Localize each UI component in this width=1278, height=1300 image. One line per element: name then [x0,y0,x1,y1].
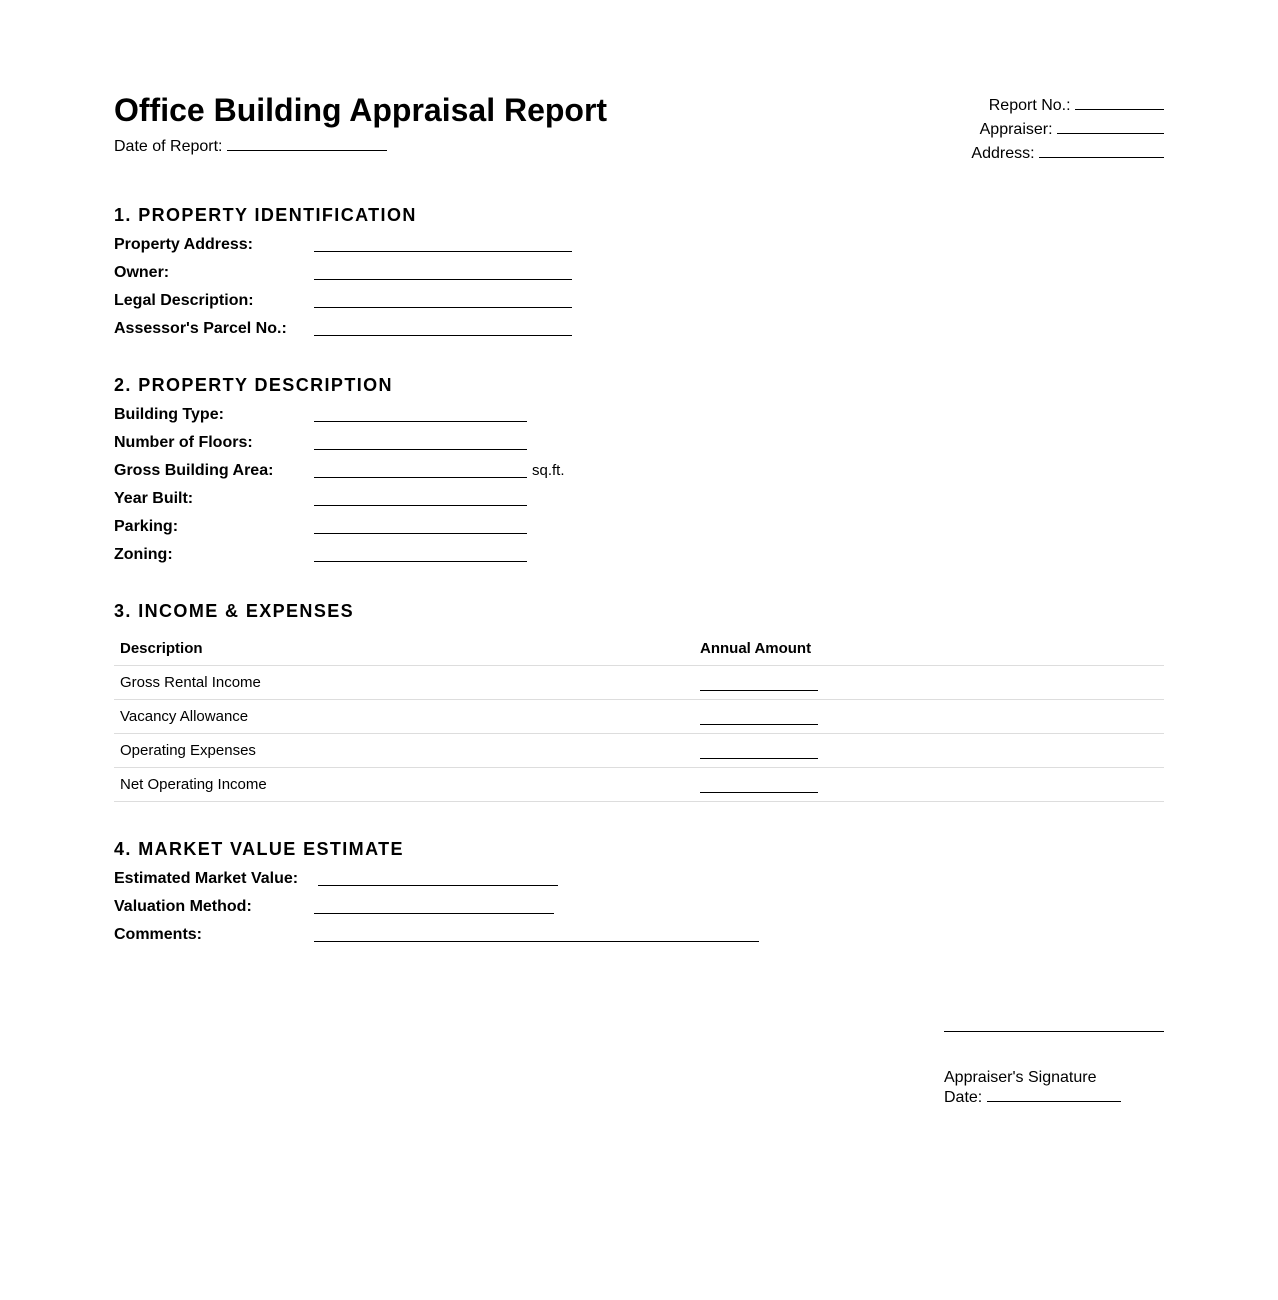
comments-input[interactable] [314,941,759,942]
number-of-floors-input[interactable] [314,449,527,450]
year-built-input[interactable] [314,505,527,506]
table-header-row [114,632,1164,666]
report-no-label: Report No.: [988,97,1071,114]
row-description: Net Operating Income [114,768,694,802]
signature-line[interactable] [944,1031,1164,1032]
report-meta [971,94,1164,166]
field-label: Parking: [114,518,179,535]
zoning-input[interactable] [314,561,527,562]
section-title-property-description: 2. PROPERTY DESCRIPTION [114,375,393,395]
estimated-market-value-input[interactable] [318,885,558,886]
valuation-method-input[interactable] [314,913,554,914]
field-label: Gross Building Area: [114,462,274,479]
legal-description-input[interactable] [314,307,572,308]
signature-date-field[interactable] [987,1087,1121,1102]
row-description: Operating Expenses [114,734,694,768]
field-label: Assessor's Parcel No.: [114,320,287,337]
appraiser-label: Appraiser: [979,121,1053,138]
signature-block [944,1069,1121,1107]
field-label: Property Address: [114,236,253,253]
field-label: Estimated Market Value: [114,870,299,887]
date-of-report-label: Date of Report: [114,138,223,155]
row-description: Gross Rental Income [114,666,694,700]
appraiser-field[interactable] [1057,119,1164,134]
parcel-no-input[interactable] [314,335,572,336]
appraiser-row [971,118,1164,142]
address-row [971,142,1164,166]
net-operating-income-amount-input[interactable] [700,783,818,793]
income-expenses-table [114,632,1164,802]
column-header-annual-amount: Annual Amount [694,632,1164,666]
field-label: Building Type: [114,406,224,423]
building-type-input[interactable] [314,421,527,422]
field-label: Zoning: [114,546,173,563]
report-no-field[interactable] [1075,95,1164,110]
parking-input[interactable] [314,533,527,534]
section-title-income-expenses: 3. INCOME & EXPENSES [114,601,355,621]
report-title: Office Building Appraisal Report [114,92,608,128]
row-description: Vacancy Allowance [114,700,694,734]
address-field[interactable] [1039,143,1164,158]
owner-input[interactable] [314,279,572,280]
signature-date-label: Date: [944,1089,983,1106]
date-of-report [114,136,387,156]
table-row [114,768,1164,802]
table-row [114,700,1164,734]
date-of-report-field[interactable] [227,136,387,151]
gross-building-area-input[interactable] [314,477,527,478]
field-label: Legal Description: [114,292,254,309]
field-label: Valuation Method: [114,898,252,915]
report-no-row [971,94,1164,118]
table-row [114,666,1164,700]
signature-date-row [944,1087,1121,1107]
vacancy-allowance-amount-input[interactable] [700,715,818,725]
section-title-property-identification: 1. PROPERTY IDENTIFICATION [114,205,417,225]
signature-label: Appraiser's Signature [944,1069,1097,1086]
section-title-market-value: 4. MARKET VALUE ESTIMATE [114,839,404,859]
row-amount-cell [694,734,1164,768]
row-amount-cell [694,666,1164,700]
field-label: Year Built: [114,490,194,507]
gross-rental-income-amount-input[interactable] [700,681,818,691]
unit-label: sq.ft. [532,462,565,479]
column-header-description: Description [114,632,694,666]
property-address-input[interactable] [314,251,572,252]
operating-expenses-amount-input[interactable] [700,749,818,759]
field-label: Comments: [114,926,203,943]
field-label: Number of Floors: [114,434,253,451]
field-label: Owner: [114,264,170,281]
address-label: Address: [971,145,1035,162]
row-amount-cell [694,700,1164,734]
table-row [114,734,1164,768]
row-amount-cell [694,768,1164,802]
